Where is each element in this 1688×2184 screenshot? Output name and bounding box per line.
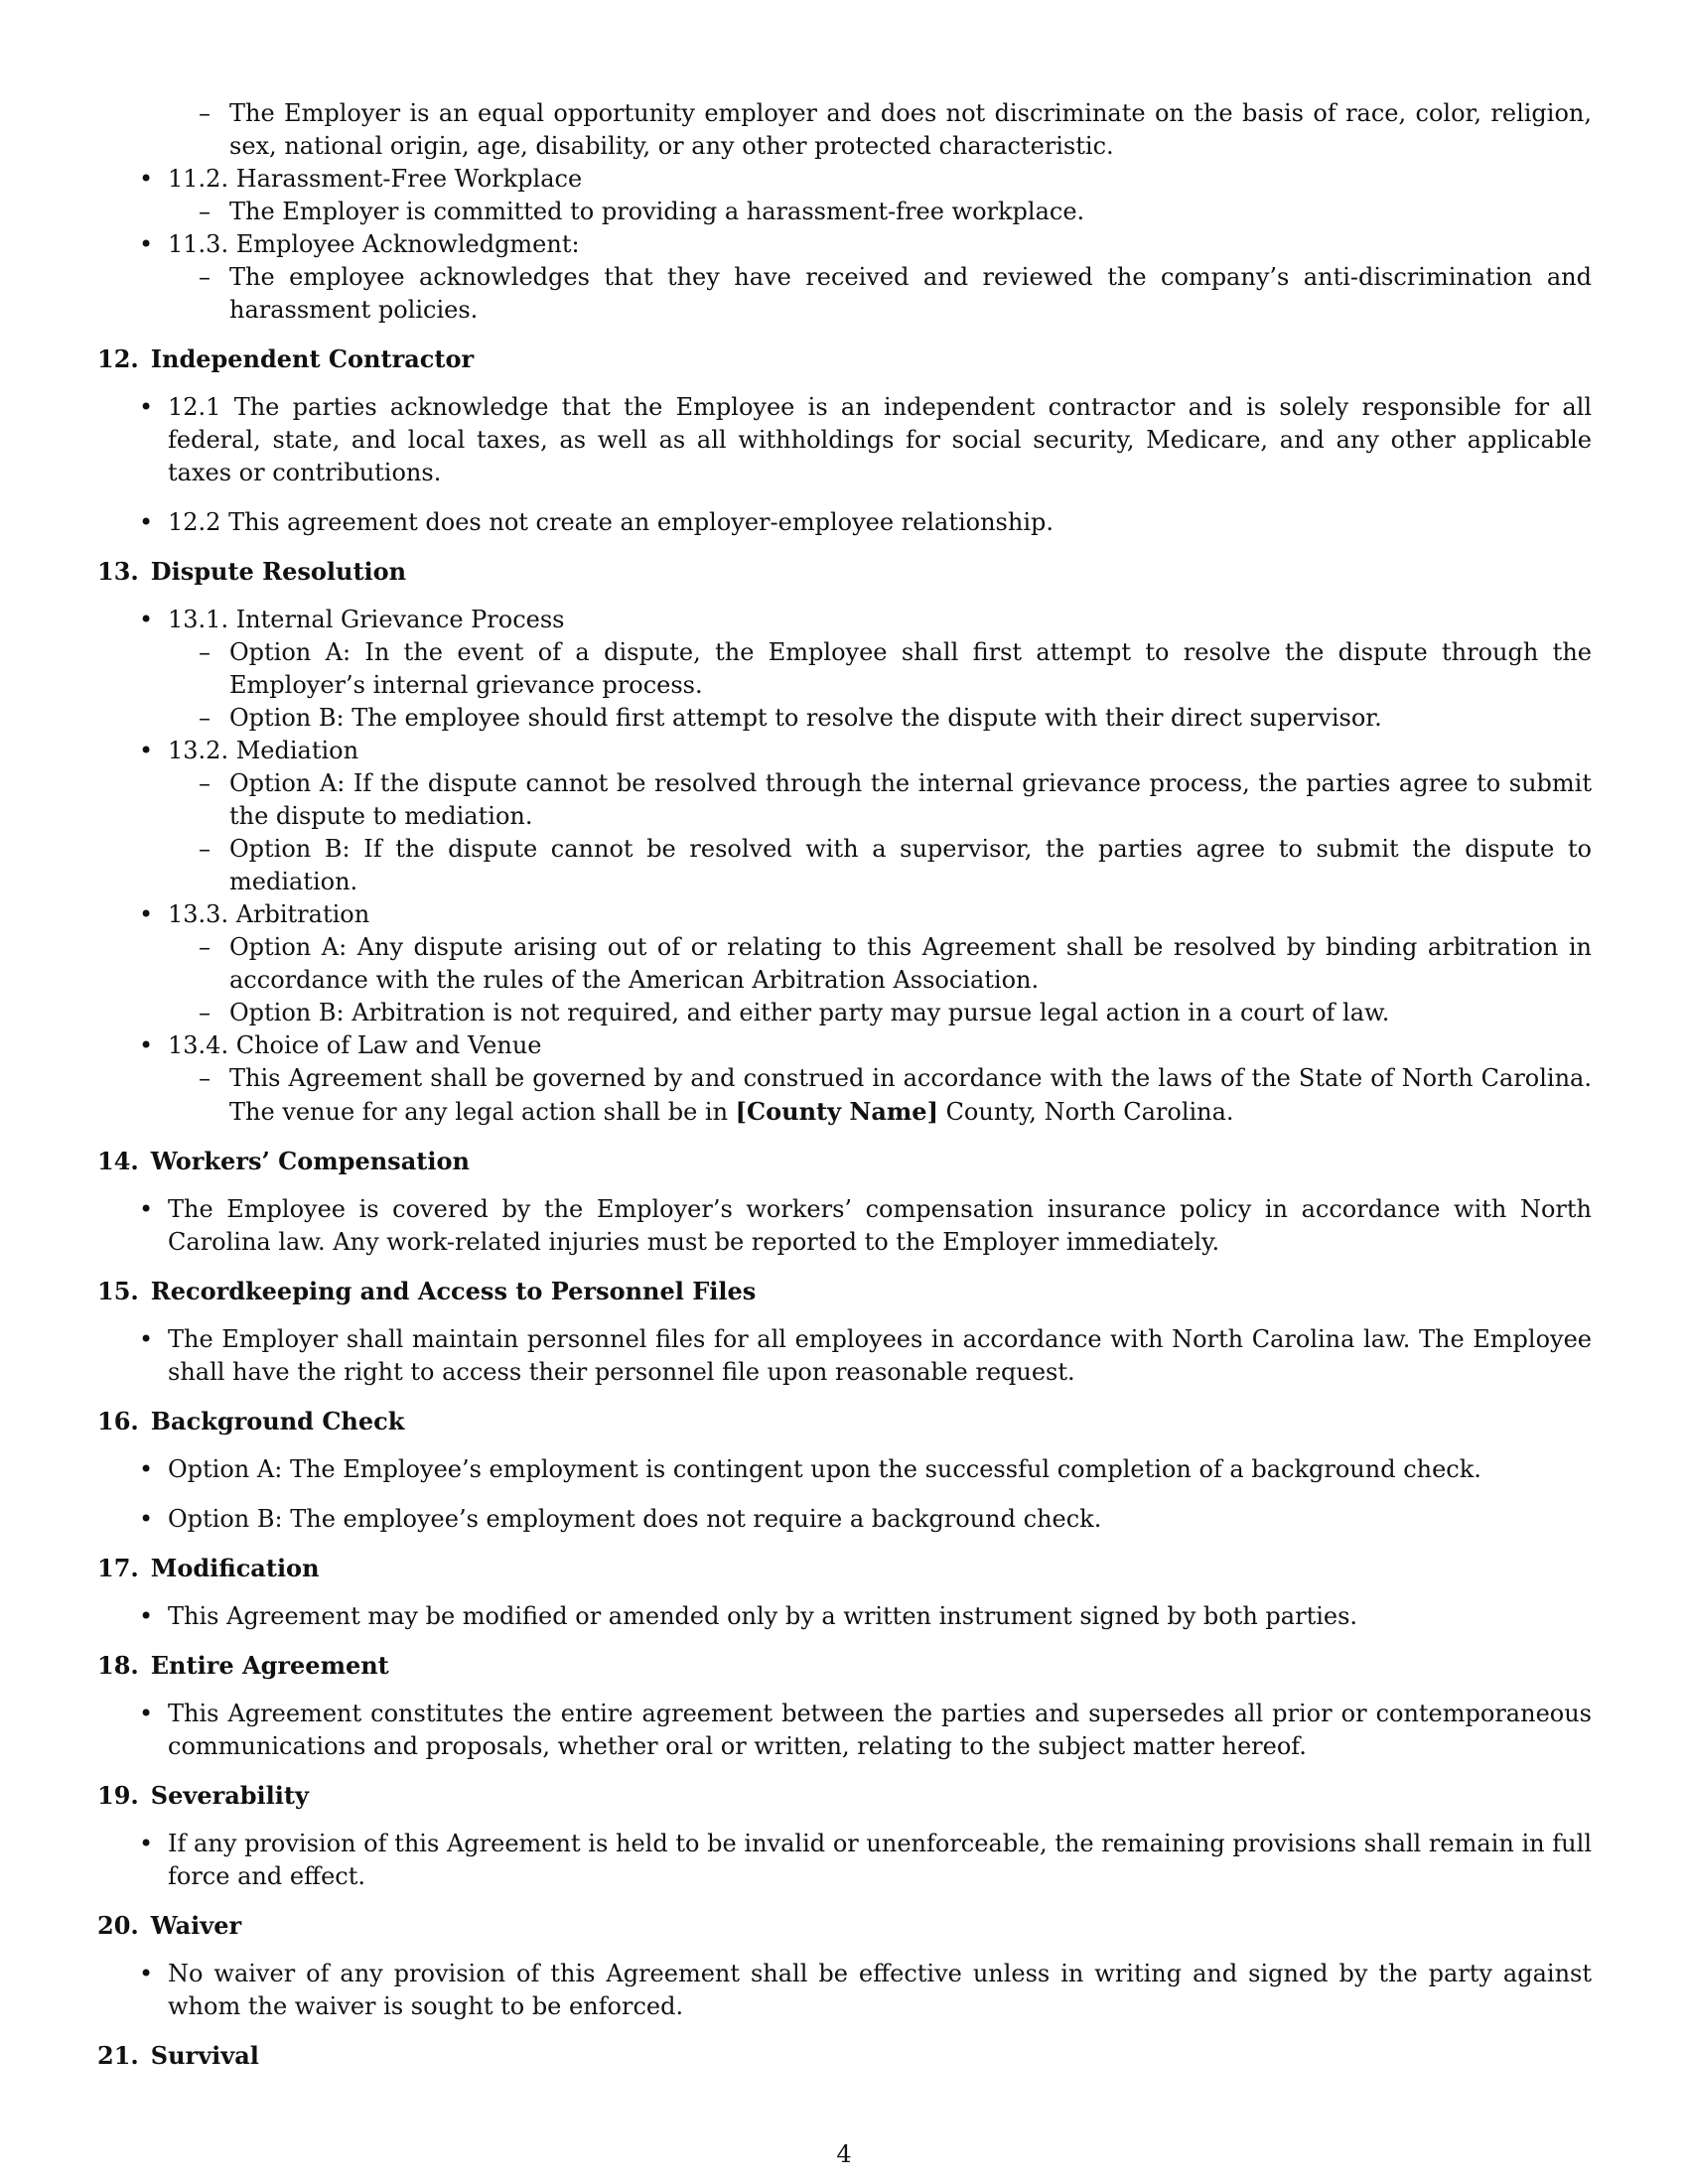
section-title: Dispute Resolution bbox=[150, 557, 407, 586]
item-text: Option B: The employee’s employment does not require a background check. bbox=[168, 1505, 1102, 1533]
item-text: No waiver of any provision of this Agreement shall be effective unless in writing and signed by the party against whom the waiver is sought to be enforced. bbox=[168, 1960, 1592, 2020]
item-text: The Employer shall maintain personnel files for all employees in accordance with North Carolina law. The Employee shall have the right to access their personnel file upon reasonable request. bbox=[168, 1325, 1592, 1386]
subitem-text: Option A: If the dispute cannot be resolved through the internal grievance process, the parties agree to submit the dispute to mediation. bbox=[229, 769, 1592, 830]
section-number: 21. bbox=[97, 2041, 139, 2070]
subitem-text: Option B: The employee should first attempt to resolve the dispute with their direct supervisor. bbox=[229, 704, 1382, 732]
list-subitem bbox=[97, 261, 1592, 327]
subitem-text: Option B: If the dispute cannot be resolved with a supervisor, the parties agree to submit the dispute to mediation. bbox=[229, 835, 1592, 895]
item-11-3-label: 11.3. Employee Acknowledgment: bbox=[168, 230, 580, 258]
section-number: 15. bbox=[97, 1277, 139, 1305]
section-heading-14 bbox=[97, 1145, 1592, 1177]
bullet-marker: • bbox=[139, 393, 154, 421]
section-number: 12. bbox=[97, 344, 139, 373]
choice-of-law-text-end: County, North Carolina. bbox=[937, 1098, 1234, 1126]
list-item bbox=[97, 506, 1592, 539]
section-title: Survival bbox=[150, 2041, 259, 2070]
list-subitem bbox=[97, 931, 1592, 997]
list-subitem bbox=[97, 636, 1592, 702]
section-heading-21 bbox=[97, 2039, 1592, 2072]
bullet-marker: • bbox=[139, 1455, 154, 1483]
section-number: 13. bbox=[97, 557, 139, 586]
list-item bbox=[97, 1193, 1592, 1259]
section-title: Modification bbox=[150, 1554, 320, 1582]
acknowledgment-text: The employee acknowledges that they have received and reviewed the company’s anti-discrimination and harassment policies. bbox=[229, 263, 1592, 324]
item-text: 12.1 The parties acknowledge that the Employee is an independent contractor and is solely responsible for all federal, state, and local taxes, as well as all withholdings for social security, Medicare, and any other applicable taxes or contributions. bbox=[168, 393, 1592, 486]
section-title: Recordkeeping and Access to Personnel Files bbox=[150, 1277, 757, 1305]
bullet-marker: • bbox=[139, 737, 154, 764]
section-title: Workers’ Compensation bbox=[150, 1147, 470, 1175]
dash-marker: – bbox=[199, 933, 211, 961]
section-number: 20. bbox=[97, 1911, 139, 1940]
dash-marker: – bbox=[199, 99, 211, 127]
dash-marker: – bbox=[199, 263, 211, 291]
dash-marker: – bbox=[199, 704, 211, 732]
item-text: If any provision of this Agreement is held to be invalid or unenforceable, the remaining provisions shall remain in full force and effect. bbox=[168, 1830, 1592, 1890]
section-heading-16 bbox=[97, 1405, 1592, 1437]
list-item bbox=[97, 1323, 1592, 1389]
section-number: 16. bbox=[97, 1407, 139, 1435]
section-heading-20 bbox=[97, 1909, 1592, 1942]
bullet-marker: • bbox=[139, 1700, 154, 1727]
subitem-text: Option A: In the event of a dispute, the Employee shall first attempt to resolve the dispute through the Employer’s internal grievance process. bbox=[229, 638, 1592, 699]
item-11-2-label: 11.2. Harassment-Free Workplace bbox=[168, 165, 583, 193]
item-text: 13.4. Choice of Law and Venue bbox=[168, 1031, 542, 1059]
list-item bbox=[97, 1600, 1592, 1633]
list-item bbox=[97, 1453, 1592, 1486]
section-title: Waiver bbox=[150, 1911, 242, 1940]
section-title: Entire Agreement bbox=[150, 1651, 389, 1680]
item-text: This Agreement constitutes the entire agreement between the parties and supersedes all prior or contemporaneous communications and proposals, whether oral or written, relating to the subject matter hereof. bbox=[168, 1700, 1592, 1760]
dash-marker: – bbox=[199, 835, 211, 863]
subitem-text: Option B: Arbitration is not required, and either party may pursue legal action in a court of law. bbox=[229, 999, 1390, 1026]
bullet-marker: • bbox=[139, 508, 154, 536]
section-heading-15 bbox=[97, 1275, 1592, 1307]
dash-marker: – bbox=[199, 198, 211, 225]
list-subitem bbox=[97, 833, 1592, 898]
list-item bbox=[97, 1698, 1592, 1763]
item-text: 13.3. Arbitration bbox=[168, 900, 370, 928]
list-item bbox=[97, 1958, 1592, 2023]
page-number: 4 bbox=[836, 2140, 852, 2168]
list-subitem bbox=[97, 1062, 1592, 1129]
section-number: 19. bbox=[97, 1781, 139, 1810]
bullet-marker: • bbox=[139, 900, 154, 928]
item-text: Option A: The Employee’s employment is contingent upon the successful completion of a background check. bbox=[168, 1455, 1481, 1483]
list-subitem bbox=[97, 702, 1592, 735]
item-text: This Agreement may be modified or amended only by a written instrument signed by both parties. bbox=[168, 1602, 1358, 1630]
section-heading-13 bbox=[97, 555, 1592, 588]
item-text: The Employee is covered by the Employer’s workers’ compensation insurance policy in accordance with North Carolina law. Any work-related injuries must be reported to the Employer immediately. bbox=[168, 1195, 1592, 1256]
bullet-marker: • bbox=[139, 165, 154, 193]
bullet-marker: • bbox=[139, 230, 154, 258]
item-text: 12.2 This agreement does not create an employer-employee relationship. bbox=[168, 508, 1054, 536]
list-item bbox=[97, 163, 1592, 196]
county-name-placeholder: [County Name] bbox=[735, 1097, 938, 1126]
list-item bbox=[97, 1029, 1592, 1062]
list-item bbox=[97, 228, 1592, 261]
list-item bbox=[97, 604, 1592, 636]
section-title: Severability bbox=[150, 1781, 309, 1810]
choice-of-law-text: This Agreement shall be governed by and construed in accordance with the laws of the State of North Carolina. The venue for any legal action shall be in bbox=[229, 1064, 1592, 1126]
list-subitem bbox=[97, 196, 1592, 228]
dash-marker: – bbox=[199, 769, 211, 797]
list-item bbox=[97, 391, 1592, 489]
section-number: 14. bbox=[97, 1147, 139, 1175]
list-subitem bbox=[97, 767, 1592, 833]
section-title: Independent Contractor bbox=[150, 344, 475, 373]
section-heading-18 bbox=[97, 1649, 1592, 1682]
bullet-marker: • bbox=[139, 1195, 154, 1223]
list-item bbox=[97, 1828, 1592, 1893]
bullet-marker: • bbox=[139, 1325, 154, 1353]
section-title: Background Check bbox=[150, 1407, 405, 1435]
section-heading-17 bbox=[97, 1552, 1592, 1584]
subitem-text: Option A: Any dispute arising out of or relating to this Agreement shall be resolved by binding arbitration in accordance with the rules of the American Arbitration Association. bbox=[229, 933, 1592, 994]
document-body bbox=[97, 97, 1592, 2088]
dash-marker: – bbox=[199, 638, 211, 666]
bullet-marker: • bbox=[139, 1031, 154, 1059]
list-subitem bbox=[97, 997, 1592, 1029]
bullet-marker: • bbox=[139, 1830, 154, 1857]
bullet-marker: • bbox=[139, 1505, 154, 1533]
equal-opportunity-text: The Employer is an equal opportunity employer and does not discriminate on the basis of race, color, religion, sex, national origin, age, disability, or any other protected characteristic. bbox=[229, 99, 1592, 160]
bullet-marker: • bbox=[139, 1602, 154, 1630]
list-subitem bbox=[97, 97, 1592, 163]
list-item bbox=[97, 735, 1592, 767]
section-number: 17. bbox=[97, 1554, 139, 1582]
dash-marker: – bbox=[199, 1064, 211, 1092]
section-number: 18. bbox=[97, 1651, 139, 1680]
bullet-marker: • bbox=[139, 606, 154, 633]
list-item bbox=[97, 898, 1592, 931]
bullet-marker: • bbox=[139, 1960, 154, 1987]
harassment-free-text: The Employer is committed to providing a harassment-free workplace. bbox=[229, 198, 1085, 225]
section-heading-19 bbox=[97, 1779, 1592, 1812]
item-text: 13.1. Internal Grievance Process bbox=[168, 606, 565, 633]
dash-marker: – bbox=[199, 999, 211, 1026]
list-item bbox=[97, 1503, 1592, 1536]
section-heading-12 bbox=[97, 342, 1592, 375]
item-text: 13.2. Mediation bbox=[168, 737, 359, 764]
